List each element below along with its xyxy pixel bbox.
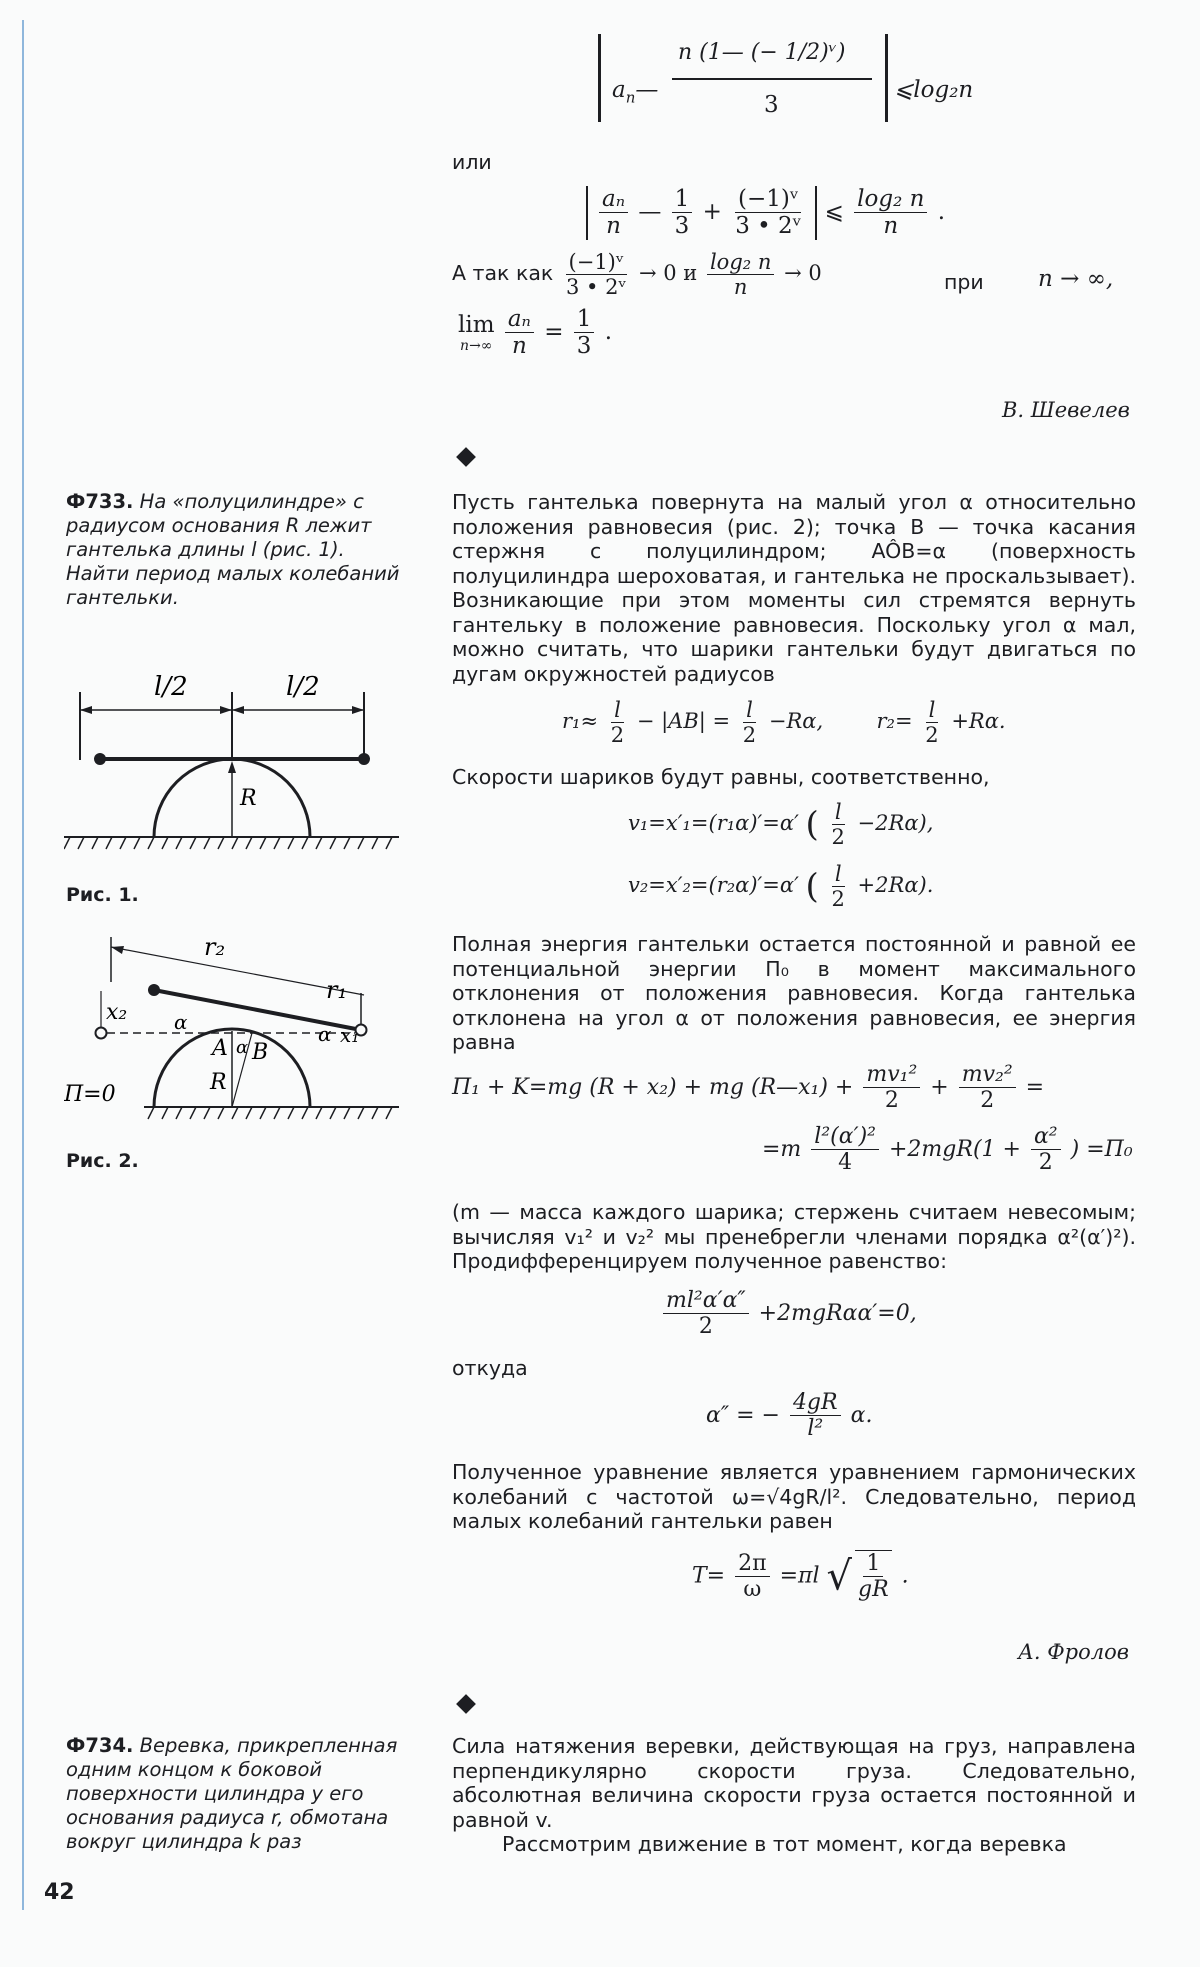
fig1-caption: Рис. 1.: [66, 884, 139, 906]
formula-differentiated: $\frac{\text{ml²α′α″}}{2}$ +2mgRαα′=0,: [660, 1288, 917, 1340]
solution-para-5: Полученное уравнение является уравнением гармонических колебаний с частотой ω=√4gR/l². Следовательно, период малых колебаний гантельки равен: [452, 1460, 1136, 1533]
solution-para-1: Пусть гантелька повернута на малый угол α относительно положения равновесия (рис. 2); точка B — точка касания стержня с полуцилиндром; AÔB=α (поверхность полуцилиндра шероховатая, и гантелька не проскальзывает). Возникающие при этом моменты сил стремятся вернуть гантельку в положение равновесия. Поскольку угол α мал, можно считать, что шарики гантельки будут двигаться по дугам окружностей радиусов: [452, 490, 1136, 686]
formula-v2: v₂=x′₂=(r₂α)′=α′ ( $\frac{l}{2}$ +2Rα).: [628, 862, 934, 912]
formula-energy: Π₁ + K=mg (R + x₂) + mg (R—x₁) + $\frac{\text{mv₁²}}{2}$ + $\frac{\text{mv₂²}}{2}$ =: [452, 1062, 1045, 1114]
fig2-alpha-left: α: [174, 1010, 188, 1034]
section-diamond-2: [456, 1694, 476, 1714]
problem-734: Ф734. Веревка, прикрепленная одним концом к боковой поверхности цилиндра у его основания радиуса r, обмотана вокруг цилиндра k раз: [66, 1734, 398, 1853]
formula-abs-bound-2: $\frac{\text{aₙ}}{n}$ — $\frac{1}{3}$ + $\frac{\text{(−1)ᵛ}}{\text{3 • 2ᵛ}}$ ⩽ $\frac{\text{log₂ n}}{n}$ .: [586, 186, 945, 240]
author-frolov: А. Фролов: [1018, 1640, 1130, 1664]
fig1-half-left-label: l/2: [154, 672, 188, 702]
formula-energy-2: =m $\frac{\text{l²(α′)²}}{4}$ +2mgR(1 + $\frac{\text{α²}}{2}$ ) =Π₀: [762, 1124, 1133, 1176]
fig2-x2-label: x₂: [106, 1000, 128, 1025]
formula-radii: r₁≈ $\frac{l}{2}$ − |AB| = $\frac{l}{2}$ −Rα, r₂= $\frac{l}{2}$ +Rα.: [562, 698, 1006, 748]
formula-v1: v₁=x′₁=(r₁α)′=α′ ( $\frac{l}{2}$ −2Rα),: [628, 800, 934, 850]
solution-para-3: Полная энергия гантельки остается постоянной и равной ее потенциальной энергии Π₀ в момент максимального отклонения от положения равновесия. Когда гантелька отклонена на угол α от положения равновесия, ее энергия равна: [452, 932, 1136, 1054]
fig1-half-right-label: l/2: [286, 672, 320, 702]
fig2-R-label: R: [210, 1070, 227, 1095]
solution-para-2: Скорости шариков будут равны, соответственно,: [452, 765, 990, 789]
formula-period: T= $\frac{2\pi}{\omega}$ =πl √ $\frac{1}{gR}$ .: [692, 1550, 909, 1603]
word-otkuda: откуда: [452, 1356, 528, 1380]
problem-733: Ф733. На «полуцилиндре» с радиусом основания R лежит гантелька длины l (рис. 1). Найти период малых колебаний гантельки.: [66, 490, 400, 609]
formula-alpha: α″ = − $\frac{4gR}{\text{l²}}$ α.: [706, 1390, 873, 1442]
solution-para-7: Рассмотрим движение в тот момент, когда веревка: [502, 1832, 1067, 1856]
fig2-caption: Рис. 2.: [66, 1150, 139, 1172]
fig2-alpha-center: α: [236, 1037, 249, 1058]
margin-rule: [22, 20, 24, 1910]
author-shevelev: В. Шевелев: [1002, 398, 1130, 422]
word-pri: при: [944, 270, 984, 294]
fig2-alpha-right: α: [318, 1022, 332, 1046]
formula-limit: lim n→∞ $\frac{\text{aₙ}}{n}$ = $\frac{1}{3}$ .: [458, 306, 613, 360]
journal-page: $a_n—$ n (1— (− 1/2)ᵛ) 3 ⩽log₂n или $\frac{\text{aₙ}}{n}$ — $\frac{1}{3}$ + $\frac{\text{(−1)ᵛ}}{\text{3 • 2ᵛ}}$ ⩽ $\frac{\text{log₂ n}}{n}$ . А так как $\frac{\text{(−1)ᵛ}}{\text{3 • 2ᵛ}}$ → 0 и $\frac{\text{log₂ n}}{n}$ → 0 при n → ∞, lim n→∞ $\frac{\text{aₙ}}{n}$ = $\frac{1}{3}$ . В. Шевелев Ф733. На «полуцилиндре» с радиусом основания R лежит гантелька длины l (рис. 1). Найти период малых колебаний гантельки. Пусть гантелька повернута на малый угол α относительно положения равновесия (рис. 2); точка B — точка касания стержня с полуцилиндром; AÔB=α (поверхность полуцилиндра шероховатая, и гантелька не проскальзывает). Возникающие при этом моменты сил стремятся вернуть гантельку в положение равновесия. Поскольку угол α мал, можно считать, что шарики гантельки будут двигаться по дугам окружностей радиусов l/2 l/2 R Рис. 1. r₂ r₁ x₂ x₁ α α α A B R Π=0 Рис. 2. r₁≈ $\frac{l}{2}$ − |AB| = $\frac{l}{2}$ −Rα, r₂= $\frac{l}{2}$ +Rα. Скорости шариков будут равны, соответственно, v₁=x′₁=(r₁α)′=α′ ( $\frac{l}{2}$ −2Rα), v₂=x′₂=(r₂α)′=α′ ( $\frac{l}{2}$ +2Rα). Полная энергия гантельки остается постоянной и равной ее потенциальной энергии Π₀ в момент максимального отклонения от положения равновесия. Когда гантелька отклонена на угол α от положения равновесия, ее энергия равна Π₁ + K=mg (R + x₂) + mg (R—x₁) + $\frac{\text{mv₁²}}{2}$ + $\frac{\text{mv₂²}}{2}$ = =m $\frac{\text{l²(α′)²}}{4}$ +2mgR(1 + $\frac{\text{α²}}{2}$ ) =Π₀ (m — масса каждого шарика; стержень считаем невесомым; вычисляя v₁² и v₂² мы пренебрегли членами порядка α²(α′)²). Продифференцируем полученное равенство: $\frac{\text{ml²α′α″}}{2}$ +2mgRαα′=0, откуда α″ = − $\frac{4gR}{\text{l²}}$ α. Полученное уравнение является уравнением гармонических колебаний с частотой ω=√4gR/l². Следовательно, период малых колебаний гантельки равен T= $\frac{2\pi}{\omega}$ =πl √ $\frac{1}{gR}$ . А. Фролов Ф734. Веревка, прикрепленная одним концом к боковой поверхности цилиндра у его основания радиуса r, обмотана вокруг цилиндра k раз Сила натяжения веревки, действующая на груз, направлена перпендикулярно скорости груза. Следовательно, абсолютная величина скорости груза остается постоянной и равной v. Рассмотрим движение в тот момент, когда веревка 42: [0, 0, 1200, 1967]
fig1-radius-label: R: [240, 786, 257, 811]
fig2-pi0-label: Π=0: [64, 1082, 116, 1107]
fig2-r1-label: r₁: [326, 976, 348, 1004]
since-line: А так как $\frac{\text{(−1)ᵛ}}{\text{3 • 2ᵛ}}$ → 0 и $\frac{\text{log₂ n}}{n}$ → 0: [452, 250, 822, 300]
fig2-x1-label: x₁: [340, 1023, 360, 1047]
word-ili: или: [452, 150, 492, 174]
figure-2: [64, 925, 424, 1120]
solution-para-4: (m — масса каждого шарика; стержень считаем невесомым; вычисляя v₁² и v₂² мы пренебрегли членами порядка α²(α′)²). Продифференцируем полученное равенство:: [452, 1200, 1136, 1273]
fig2-r2-label: r₂: [204, 933, 226, 961]
fig2-B-label: B: [252, 1040, 269, 1065]
section-diamond: [456, 447, 476, 467]
page-number: 42: [44, 1880, 75, 1905]
solution-para-6: Сила натяжения веревки, действующая на груз, направлена перпендикулярно скорости груза. Следовательно, абсолютная величина скорости груза остается постоянной и равной v.: [452, 1734, 1136, 1832]
n-to-infinity: n → ∞,: [1038, 266, 1114, 292]
fig2-A-label: A: [212, 1036, 228, 1061]
figure-1: [64, 655, 424, 855]
